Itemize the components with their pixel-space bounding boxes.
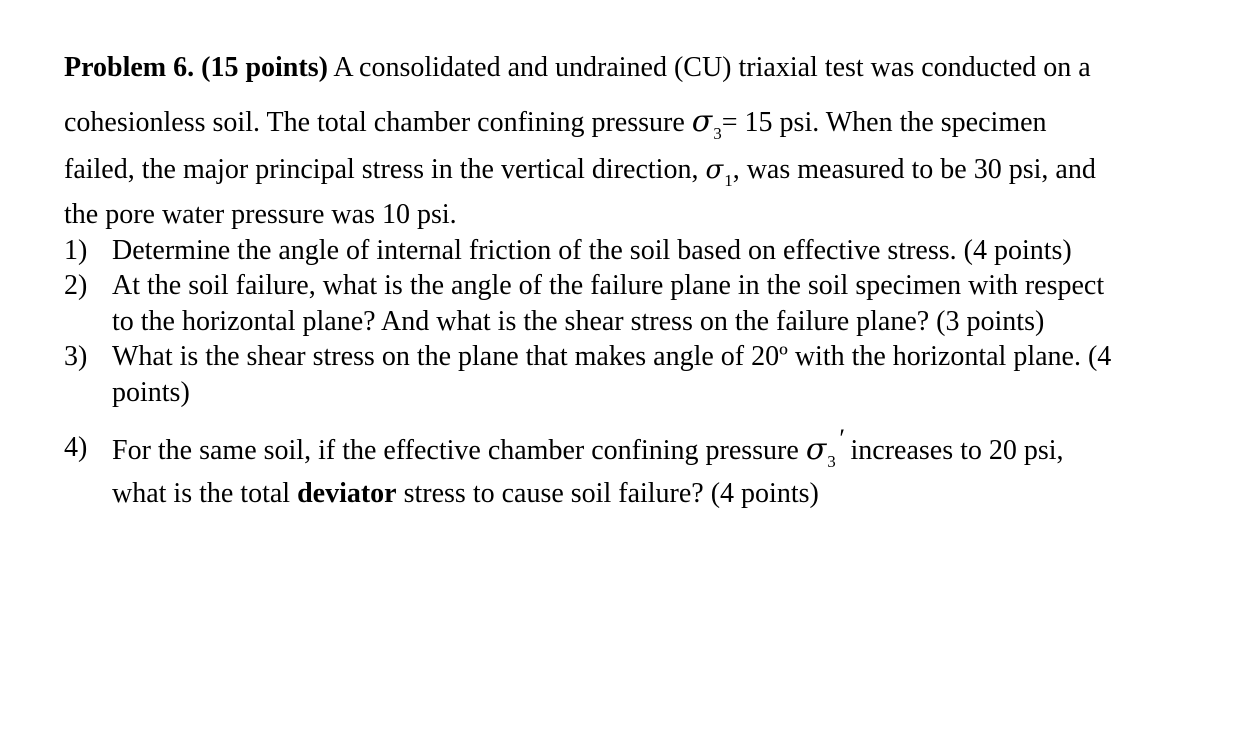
problem-line-3-text-b: , was measured to be 30 psi, and [732, 154, 1096, 185]
sigma-3-symbol: σ [691, 104, 713, 139]
question-4-line-2-text-a: what is the total [112, 478, 298, 509]
question-4-line-2-text-b: stress to cause soil failure? (4 points) [396, 478, 819, 509]
question-text: Determine the angle of internal friction of the soil based on effective stress. (4 points) [112, 235, 1072, 266]
sigma-1-symbol: σ [705, 155, 724, 185]
question-4-text-a: For the same soil, if the effective chamber confining pressure [112, 435, 806, 466]
question-4-text-b: increases to 20 psi, [843, 435, 1064, 466]
sigma-3-subscript: 3 [713, 124, 722, 143]
question-number: 2) [64, 270, 88, 301]
question-text: to the horizontal plane? And what is the shear stress on the failure plane? (3 points) [112, 306, 1045, 337]
question-number: 4) [64, 432, 88, 463]
sigma-3-prime-symbol: σ [805, 432, 827, 467]
problem-line-2 [64, 104, 1047, 143]
problem-line-1 [64, 52, 1091, 84]
problem-line-3-text-a: failed, the major principal stress in the vertical direction, [64, 154, 706, 185]
question-text: At the soil failure, what is the angle of the failure plane in the soil specimen with respect [112, 270, 1105, 301]
problem-line-2-text-a: cohesionless soil. The total chamber confining pressure [64, 107, 692, 138]
prime-mark: ′ [837, 424, 844, 453]
question-number: 3) [64, 341, 88, 372]
question-text: What is the shear stress on the plane that makes angle of 20º with the horizontal plane. (4 [112, 341, 1112, 372]
question-text [112, 478, 819, 510]
problem-intro-text: A consolidated and undrained (CU) triaxial test was conducted on a [327, 52, 1091, 83]
problem-line-3 [64, 154, 1096, 190]
question-text [112, 424, 1064, 471]
problem-line-4-text: the pore water pressure was 10 psi. [64, 199, 457, 230]
problem-line-4 [64, 199, 457, 231]
problem-line-2-text-b: = 15 psi. When the specimen [721, 107, 1047, 138]
problem-heading: Problem 6. (15 points) [64, 52, 328, 83]
question-number: 1) [64, 235, 88, 266]
question-text: points) [112, 377, 190, 408]
sigma-1-subscript: 1 [724, 171, 733, 190]
deviator-bold-word: deviator [297, 478, 397, 509]
sigma-3-prime-subscript: 3 [827, 452, 836, 471]
